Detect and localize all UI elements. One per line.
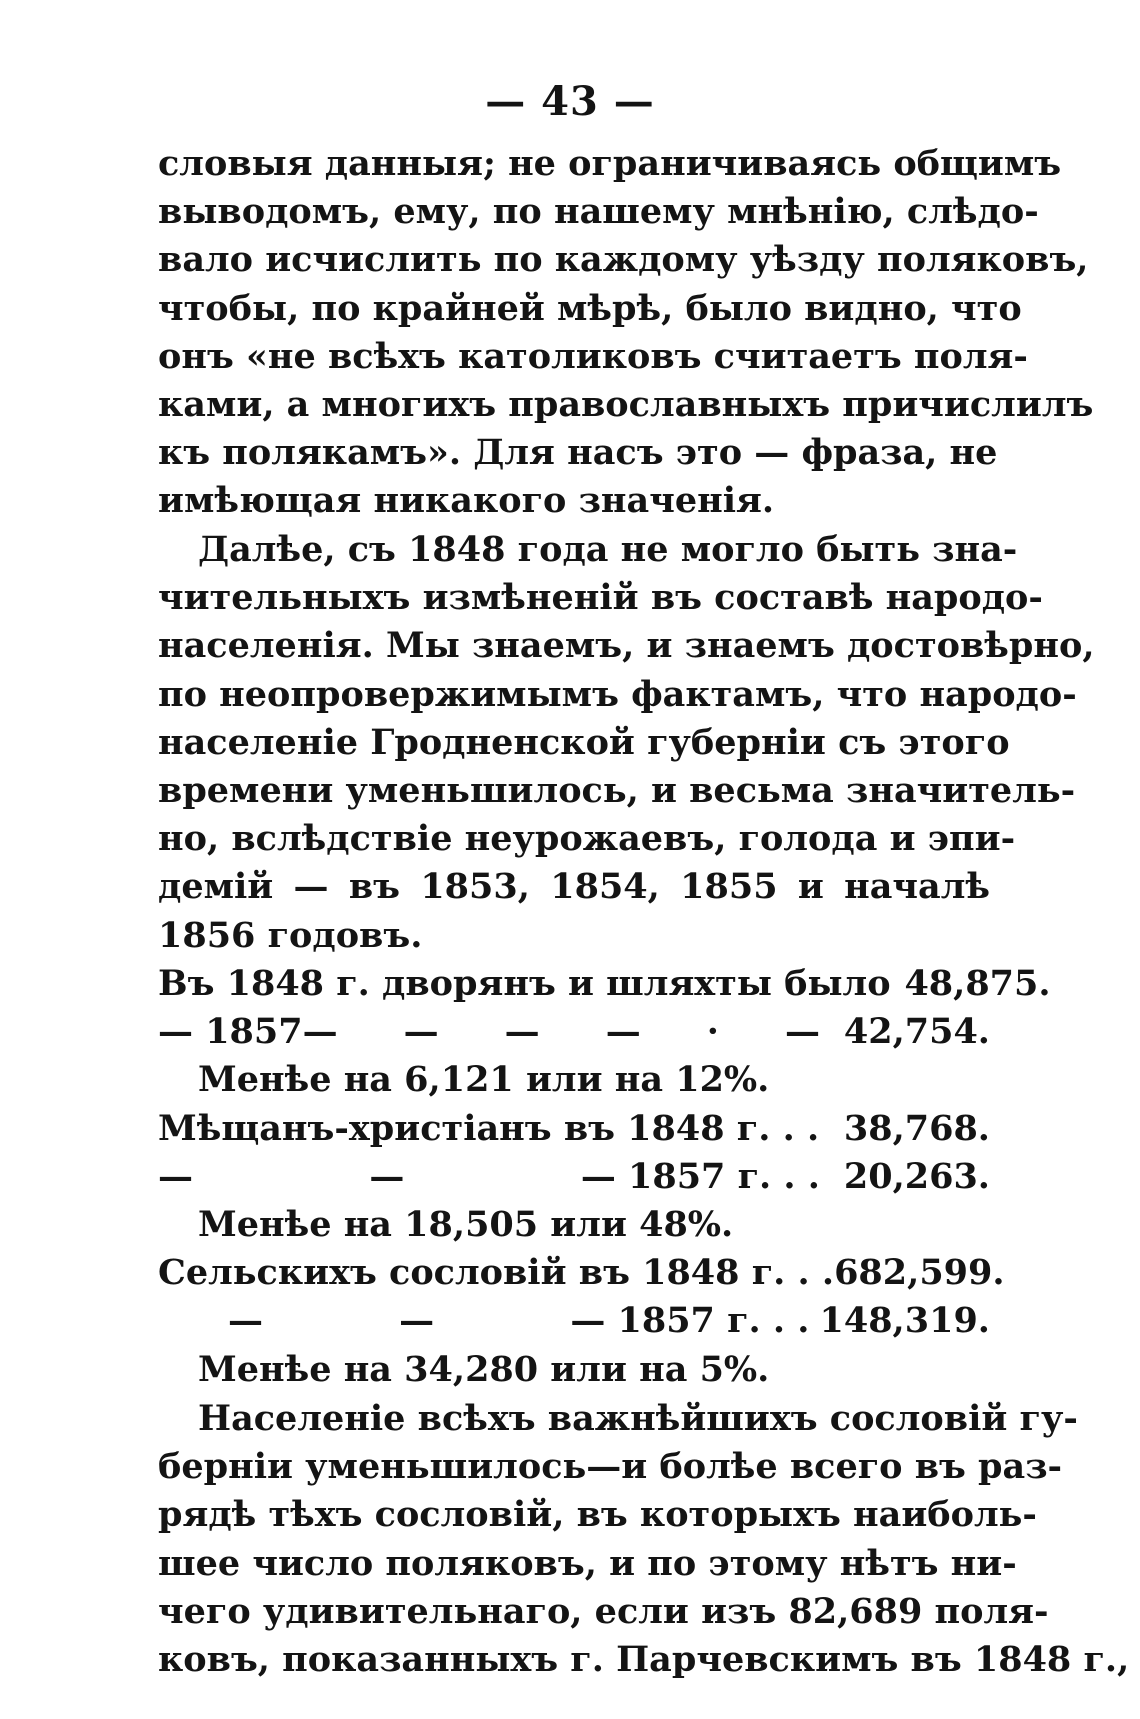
stat-row-burghers-1857: [158, 1153, 990, 1201]
ditto-dashes: — 1857— — — — · —: [158, 1011, 820, 1053]
text-line: чего удивительнаго, если изъ 82,689 поля-: [158, 1590, 1049, 1632]
stat-difference: Менѣе на 6,121 или на 12%.: [198, 1059, 770, 1101]
stat-label: 1857 г. . .: [628, 1155, 820, 1197]
stat-row-nobles-diff: [158, 1056, 990, 1104]
page-number: — 43 —: [485, 78, 655, 125]
stat-row-nobles-1857: [158, 1008, 990, 1056]
stat-value: 48,875.: [904, 963, 1051, 1004]
text-line: выводомъ, ему, по нашему мнѣнію, слѣдо-: [158, 191, 1039, 233]
stat-value: 38,768.: [843, 1107, 990, 1149]
text-line: словыя данныя; не ограничиваясь общимъ: [158, 143, 1062, 184]
stat-value: 20,263.: [843, 1155, 990, 1197]
paragraph-1: [158, 140, 1094, 526]
ditto-dashes: — — — 1857 г. . .: [158, 1155, 820, 1197]
text-line: ками, а многихъ православныхъ причислилъ: [158, 383, 1094, 425]
text-line: Населеніе всѣхъ важнѣйшихъ сословій гу-: [198, 1398, 1078, 1439]
text-line: но, вслѣдствіе неурожаевъ, голода и эпи-: [158, 818, 1016, 860]
stat-row-rural-1857: [158, 1297, 990, 1345]
stat-label: 1857 г. . .: [617, 1300, 810, 1342]
text-line: чительныхъ измѣненій въ составѣ народо-: [158, 577, 1043, 619]
stat-label: Въ 1848 г. дворянъ и шляхты было: [158, 963, 891, 1004]
text-line: по неопровержимымъ фактамъ, что народо-: [158, 673, 1077, 715]
stat-value: 682,599.: [834, 1252, 1005, 1294]
text-line: берніи уменьшилось—и болѣе всего въ раз-: [158, 1446, 1063, 1488]
ditto-dashes: — — — 1857 г. . .: [228, 1300, 810, 1342]
text-line: демій — въ 1853, 1854, 1855 и началѣ: [158, 866, 990, 908]
paragraph-3: [158, 1395, 1130, 1684]
stat-row-rural-1848: [158, 1249, 1005, 1297]
stat-row-burghers-1848: [158, 1105, 990, 1153]
stat-row-nobles-1848: [158, 960, 1051, 1008]
text-line: шее число поляковъ, и по этому нѣтъ ни-: [158, 1542, 1017, 1584]
population-stats: [158, 960, 1051, 1394]
stat-value: 42,754.: [843, 1011, 990, 1053]
text-line: рядѣ тѣхъ сословій, въ которыхъ наиболь-: [158, 1494, 1037, 1536]
text-line: вало исчислить по каждому уѣзду поляковъ,: [158, 239, 1089, 281]
stat-value: 148,319.: [819, 1300, 990, 1342]
stat-difference: Менѣе на 18,505 или 48%.: [198, 1203, 734, 1245]
stat-row-burghers-diff: [158, 1201, 990, 1249]
stat-year: 1857: [205, 1011, 303, 1053]
paragraph-2: [158, 526, 1095, 960]
stat-difference: Менѣе на 34,280 или на 5%.: [198, 1348, 770, 1390]
stat-label: Сельскихъ сословій въ 1848 г. . .: [158, 1252, 835, 1294]
text-line: времени уменьшилось, и весьма значитель-: [158, 769, 1076, 811]
text-line: Далѣе, съ 1848 года не могло быть зна-: [198, 529, 1018, 570]
stat-label: Мѣщанъ-христіанъ въ 1848 г. . .: [158, 1107, 820, 1149]
stat-row-rural-diff: [158, 1346, 990, 1394]
text-line: 1856 годовъ.: [158, 914, 423, 956]
text-line: ковъ, показанныхъ г. Парчевскимъ въ 1848 г.,: [158, 1638, 1130, 1680]
text-line: онъ «не всѣхъ католиковъ считаетъ поля-: [158, 335, 1028, 377]
text-line: населеніе Гродненской губерніи съ этого: [158, 721, 1010, 763]
text-line: имѣющая никакого значенія.: [158, 480, 775, 522]
text-line: чтобы, по крайней мѣрѣ, было видно, что: [158, 287, 1022, 329]
text-line: населенія. Мы знаемъ, и знаемъ достовѣрно,: [158, 625, 1095, 667]
text-line: къ полякамъ». Для насъ это — фраза, не: [158, 432, 998, 474]
